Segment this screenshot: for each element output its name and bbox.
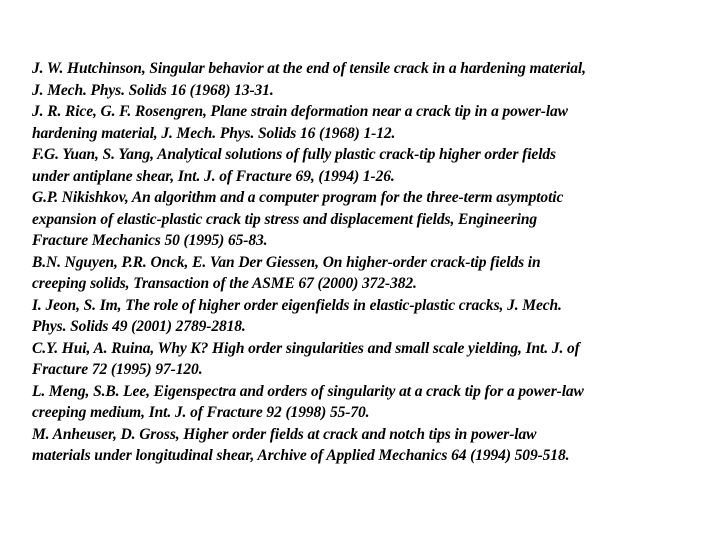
reference-line: I. Jeon, S. Im, The role of higher order eigenfields in elastic-plastic cracks, J. Mech. [32,296,562,314]
reference-line: J. W. Hutchinson, Singular behavior at the end of tensile crack in a hardening material, [32,60,586,77]
reference-line: C.Y. Hui, A. Ruina, Why K? High order singularities and small scale yielding, Int. J. of [32,339,580,357]
reference-line: creeping medium, Int. J. of Fracture 92 (1998) 55-70. [32,404,370,421]
reference-line: Fracture Mechanics 50 (1995) 65-83. [32,232,268,249]
reference-line: materials under longitudinal shear, Archive of Applied Mechanics 64 (1994) 509-518. [32,447,570,464]
reference-list [32,58,700,467]
reference-line: Fracture 72 (1995) 97-120. [32,361,203,378]
reference-line: L. Meng, S.B. Lee, Eigenspectra and orders of singularity at a crack tip for a power-law [32,382,584,400]
reference-line: expansion of elastic-plastic crack tip stress and displacement fields, Engineering [32,210,538,228]
reference-line: hardening material, J. Mech. Phys. Solids 16 (1968) 1-12. [32,124,396,142]
reference-line: M. Anheuser, D. Gross, Higher order fields at crack and notch tips in power-law [32,425,537,443]
reference-line: Phys. Solids 49 (2001) 2789-2818. [32,318,246,335]
reference-line: under antiplane shear, Int. J. of Fracture 69, (1994) 1-26. [32,167,395,185]
reference-line: F.G. Yuan, S. Yang, Analytical solutions of fully plastic crack-tip higher order fields [32,146,556,163]
reference-line: creeping solids, Transaction of the ASME 67 (2000) 372-382. [32,275,417,292]
reference-line: B.N. Nguyen, P.R. Onck, E. Van Der Giessen, On higher-order crack-tip fields in [32,253,541,271]
reference-line: J. Mech. Phys. Solids 16 (1968) 13-31. [32,81,274,99]
reference-line: J. R. Rice, G. F. Rosengren, Plane strain deformation near a crack tip in a power-law [32,103,568,120]
reference-line: G.P. Nikishkov, An algorithm and a computer program for the three-term asymptotic [32,189,564,206]
